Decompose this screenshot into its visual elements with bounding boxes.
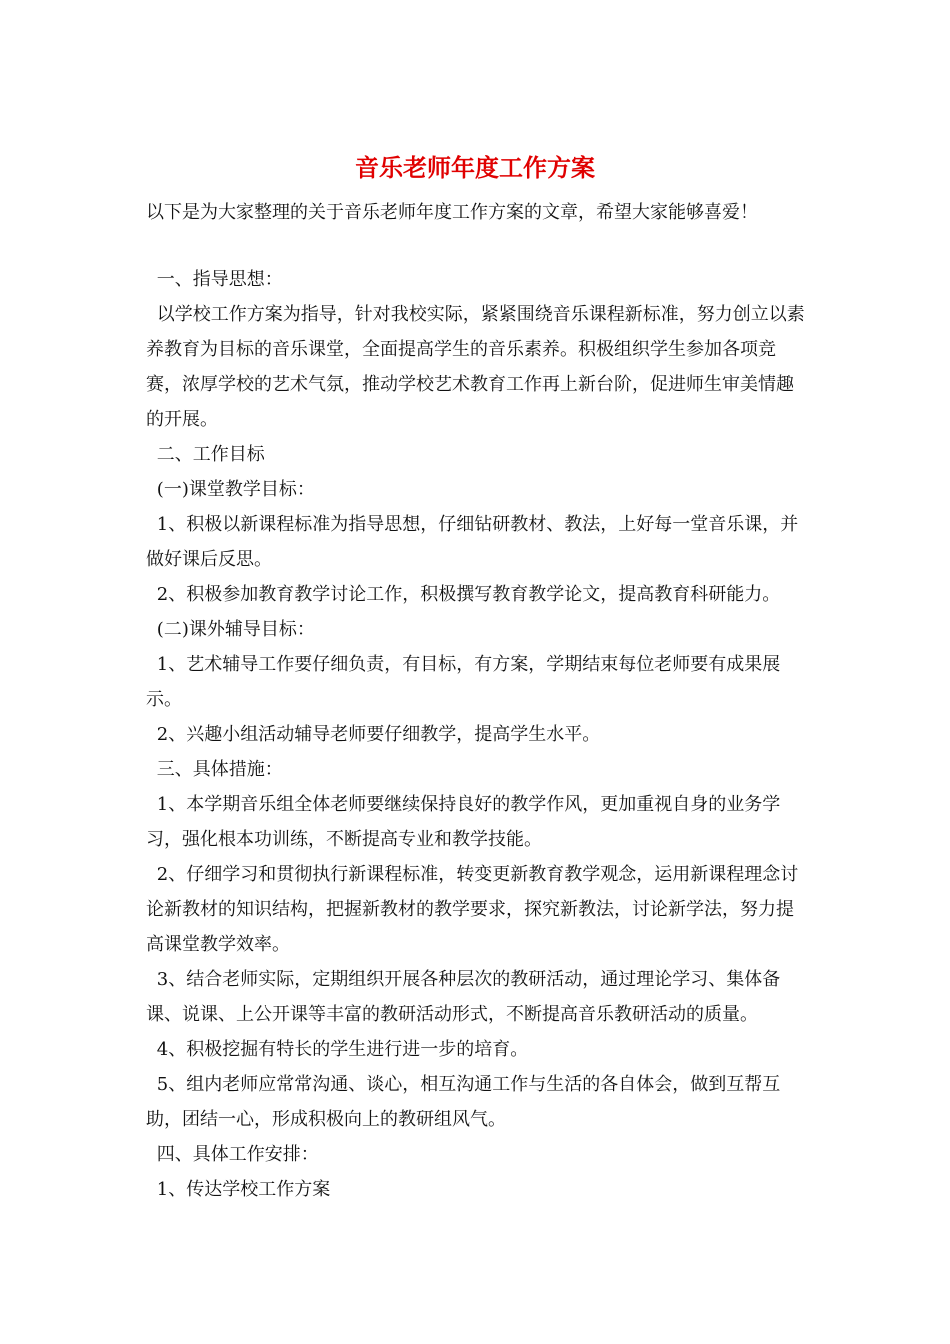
document-title: 音乐老师年度工作方案 [355, 153, 595, 182]
paragraph: 以学校工作方案为指导，针对我校实际，紧紧围绕音乐课程新标准，努力创立以素养教育为目标的音乐课堂，全面提高学生的音乐素养。积极组织学生参加各项竞赛，浓厚学校的艺术气氛，推动学校艺术教育工作再上新台阶，促进师生审美情趣的开展。 [146, 304, 805, 430]
list-item: 1、传达学校工作方案 [156, 1179, 331, 1200]
section-heading: 一、指导思想： [156, 269, 283, 290]
list-item: 5、组内老师应常常沟通、谈心，相互沟通工作与生活的各自体会，做到互帮互助，团结一心，形成积极向上的教研组风气。 [146, 1074, 781, 1130]
list-item: 1、积极以新课程标准为指导思想，仔细钻研教材、教法，上好每一堂音乐课，并做好课后反思。 [146, 514, 799, 570]
list-item: 1、本学期音乐组全体老师要继续保持良好的教学作风，更加重视自身的业务学习，强化根本功训练，不断提高专业和教学技能。 [146, 794, 781, 850]
list-item: 2、仔细学习和贯彻执行新课程标准，转变更新教育教学观念，运用新课程理念讨论新教材的知识结构，把握新教材的教学要求，探究新教法，讨论新学法，努力提高课堂教学效率。 [146, 864, 799, 955]
list-item: 4、积极挖掘有特长的学生进行进一步的培育。 [156, 1039, 529, 1060]
list-item: 2、兴趣小组活动辅导老师要仔细教学，提高学生水平。 [156, 724, 601, 745]
list-item: 3、结合老师实际，定期组织开展各种层次的教研活动，通过理论学习、集体备课、说课、上公开课等丰富的教研活动形式，不断提高音乐教研活动的质量。 [146, 969, 781, 1025]
section-heading: 三、具体措施： [156, 759, 283, 780]
intro-text: 以下是为大家整理的关于音乐老师年度工作方案的文章，希望大家能够喜爱！ [146, 202, 758, 223]
list-item: 2、积极参加教育教学讨论工作，积极撰写教育教学论文，提高教育科研能力。 [156, 584, 781, 605]
subsection-heading: (二)课外辅导目标： [156, 619, 315, 640]
document-body [146, 262, 810, 1207]
section-heading: 四、具体工作安排： [156, 1144, 319, 1165]
subsection-heading: (一)课堂教学目标： [156, 479, 315, 500]
list-item: 1、艺术辅导工作要仔细负责，有目标，有方案，学期结束每位老师要有成果展示。 [146, 654, 781, 710]
section-heading: 二、工作目标 [156, 444, 265, 465]
